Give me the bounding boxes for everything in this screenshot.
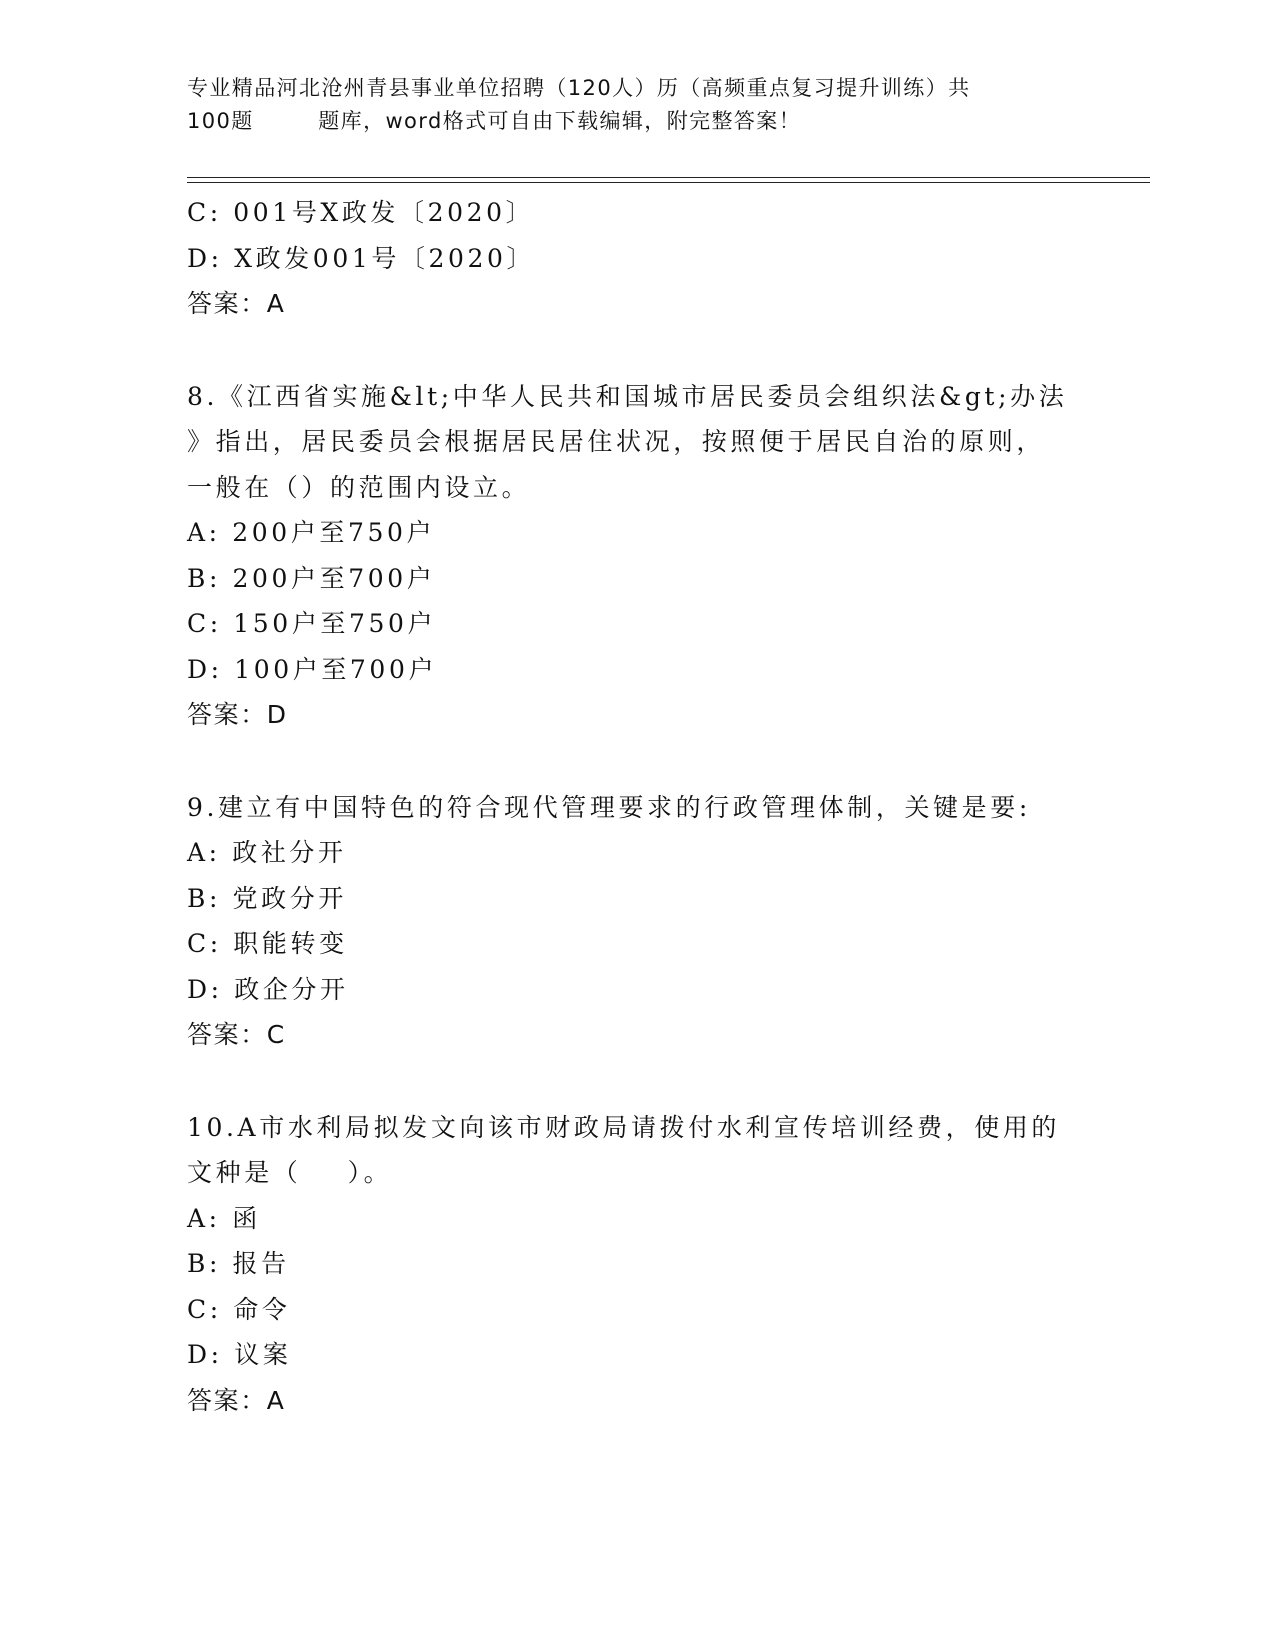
option-d: D: X政发001号〔2020〕: [187, 243, 536, 273]
option-c: C: 001号X政发〔2020〕: [187, 198, 535, 227]
option-b: B: 报告: [187, 1249, 290, 1278]
answer-line: 答案：A: [187, 289, 286, 318]
option-c: C: 职能转变: [187, 929, 348, 958]
spacer: [187, 327, 1087, 374]
spacer: [187, 738, 1087, 785]
header-title-line-1: 专业精品河北沧州青县事业单位招聘（120人）历（高频重点复习提升训练）共: [187, 76, 971, 100]
header-divider-bottom: [187, 182, 1150, 183]
option-a: A: 200户至750户: [187, 518, 436, 547]
option-d: D: 议案: [187, 1340, 292, 1369]
option-d: D: 100户至700户: [187, 654, 438, 684]
question-stem: 文种是（ ）。: [187, 1158, 393, 1187]
option-b: B: 200户至700户: [187, 563, 436, 593]
question-8: [187, 374, 1087, 738]
question-stem: 9.建立有中国特色的符合现代管理要求的行政管理体制，关键是要:: [187, 792, 1031, 822]
option-a: A: 政社分开: [187, 838, 347, 867]
document-body: [187, 190, 1087, 1423]
option-d: D: 政企分开: [187, 974, 349, 1004]
question-stem: 10.A市水利局拟发文向该市财政局请拨付水利宣传培训经费，使用的: [187, 1112, 1061, 1142]
option-c: C: 150户至750户: [187, 609, 437, 638]
question-stem: 8.《江西省实施&lt;中华人民共和国城市居民委员会组织法&gt;办法: [187, 381, 1068, 411]
answer-line: 答案：D: [187, 700, 288, 729]
answer-line: 答案：A: [187, 1385, 286, 1415]
question-stem: 》指出，居民委员会根据居民居住状况，按照便于居民自治的原则，: [187, 427, 1046, 456]
spacer: [187, 1058, 1087, 1105]
question-7-tail: [187, 190, 1087, 327]
question-9: [187, 785, 1087, 1058]
question-stem: 一般在（）的范围内设立。: [187, 472, 531, 502]
header-title-line-2: 100题 题库，word格式可自由下载编辑，附完整答案！: [187, 109, 802, 133]
option-b: B: 党政分开: [187, 883, 347, 913]
answer-line: 答案：C: [187, 1020, 286, 1049]
question-10: [187, 1105, 1087, 1424]
document-header: [187, 72, 1087, 138]
option-a: A: 函: [187, 1203, 261, 1233]
header-divider-top: [187, 177, 1150, 178]
option-c: C: 命令: [187, 1294, 291, 1324]
